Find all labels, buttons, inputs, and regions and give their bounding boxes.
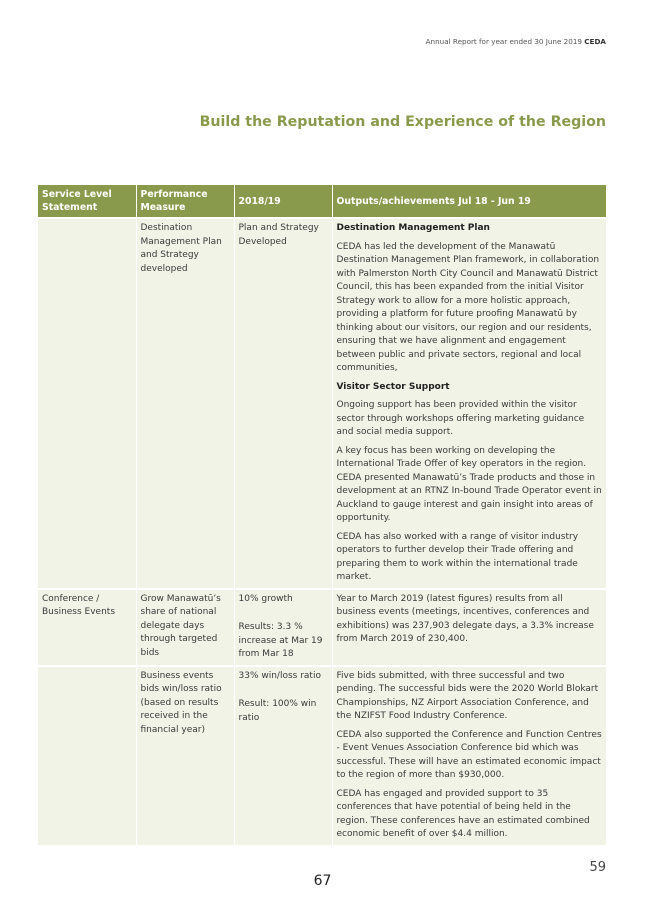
cell-measure: Business events bids win/loss ratio (based on results received in the financial year) [136,666,234,845]
cell-outputs [332,589,606,666]
result-text: Results: 3.3 % increase at Mar 19 from Mar 18 [238,622,323,659]
report-header-text: Annual Report for year ended 30 June 2019 [425,37,582,46]
cell-outputs [332,218,606,589]
outputs-paragraph: Year to March 2019 (latest figures) results from all business events (meetings, incentives, conferences and exhibitions) was 237,903 delegate days, a 3.3% increase from March 2019 of 230,400. [336,593,594,644]
target-text: 10% growth [238,593,293,604]
table-header-row [38,185,606,218]
cell-statement [38,666,136,845]
outputs-subheading: Visitor Sector Support [336,381,450,392]
cell-statement [38,218,136,589]
header-year: 2018/19 [234,185,332,218]
outputs-paragraph: CEDA has led the development of the Manawatū Destination Management Plan framework, in collaboration with Palmerston North City Council and Manawatū District Council, this has been expanded from the initial Visitor Strategy work to allow for a more holistic approach, providing a platform for future proofing Manawatū by thinking about our visitors, our region and our residents, ensuring that we have alignment and engagement between public and private sectors, regional and local communities, [336,241,600,373]
cell-outputs [332,666,606,845]
page-number-center: 67 [313,873,332,889]
cell-measure: Destination Management Plan and Strategy developed [136,218,234,589]
outputs-paragraph: CEDA also supported the Conference and Function Centres - Event Venues Association Conference bid which was successful. These will have an estimated economic impact to the region of more than $930,000. [336,729,602,780]
table-row [38,666,606,845]
table-row [38,218,606,589]
section-title: Build the Reputation and Experience of the Region [199,114,606,130]
header-outputs: Outputs/achievements Jul 18 - Jun 19 [332,185,606,218]
outputs-paragraph: Ongoing support has been provided within the visitor sector through workshops offering marketing guidance and social media support. [336,400,585,437]
page-number-right: 59 [589,860,606,875]
cell-statement: Conference / Business Events [38,589,136,666]
outputs-paragraph: A key focus has been working on developing the International Trade Offer of key operators in the region. CEDA presented Manawatū’s Trade products and those in development at an RTNZ In-bound Trade Operator event in Auckland to gauge interest and gain insight into areas of opportunity. [336,445,602,523]
report-header-org: CEDA [584,37,606,46]
outputs-paragraph: CEDA has engaged and provided support to 35 conferences that have potential of being held in the region. These conferences have an estimated combined economic benefit of over $4.4 million. [336,788,590,839]
target-text: 33% win/loss ratio [238,670,321,681]
cell-target [234,589,332,666]
report-header [426,37,606,46]
outputs-subheading: Destination Management Plan [336,223,490,233]
outputs-paragraph: Five bids submitted, with three successful and two pending. The successful bids were the 2020 World Blokart Championships, NZ Airport Association Conference, and the NZIFST Food Industry Conference. [336,670,599,721]
outputs-paragraph: CEDA has also worked with a range of visitor industry operators to further develop their Trade offering and preparing them to work within the international trade market. [336,531,579,582]
header-performance-measure: Performance Measure [136,185,234,218]
table-row [38,589,606,666]
result-text: Result: 100% win ratio [238,699,317,723]
cell-measure: Grow Manawatū’s share of national delegate days through targeted bids [136,589,234,666]
cell-target [234,218,332,589]
header-service-level-statement: Service Level Statement [38,185,136,218]
performance-table [38,185,606,845]
cell-target [234,666,332,845]
target-text: Plan and Strategy Developed [238,223,319,247]
